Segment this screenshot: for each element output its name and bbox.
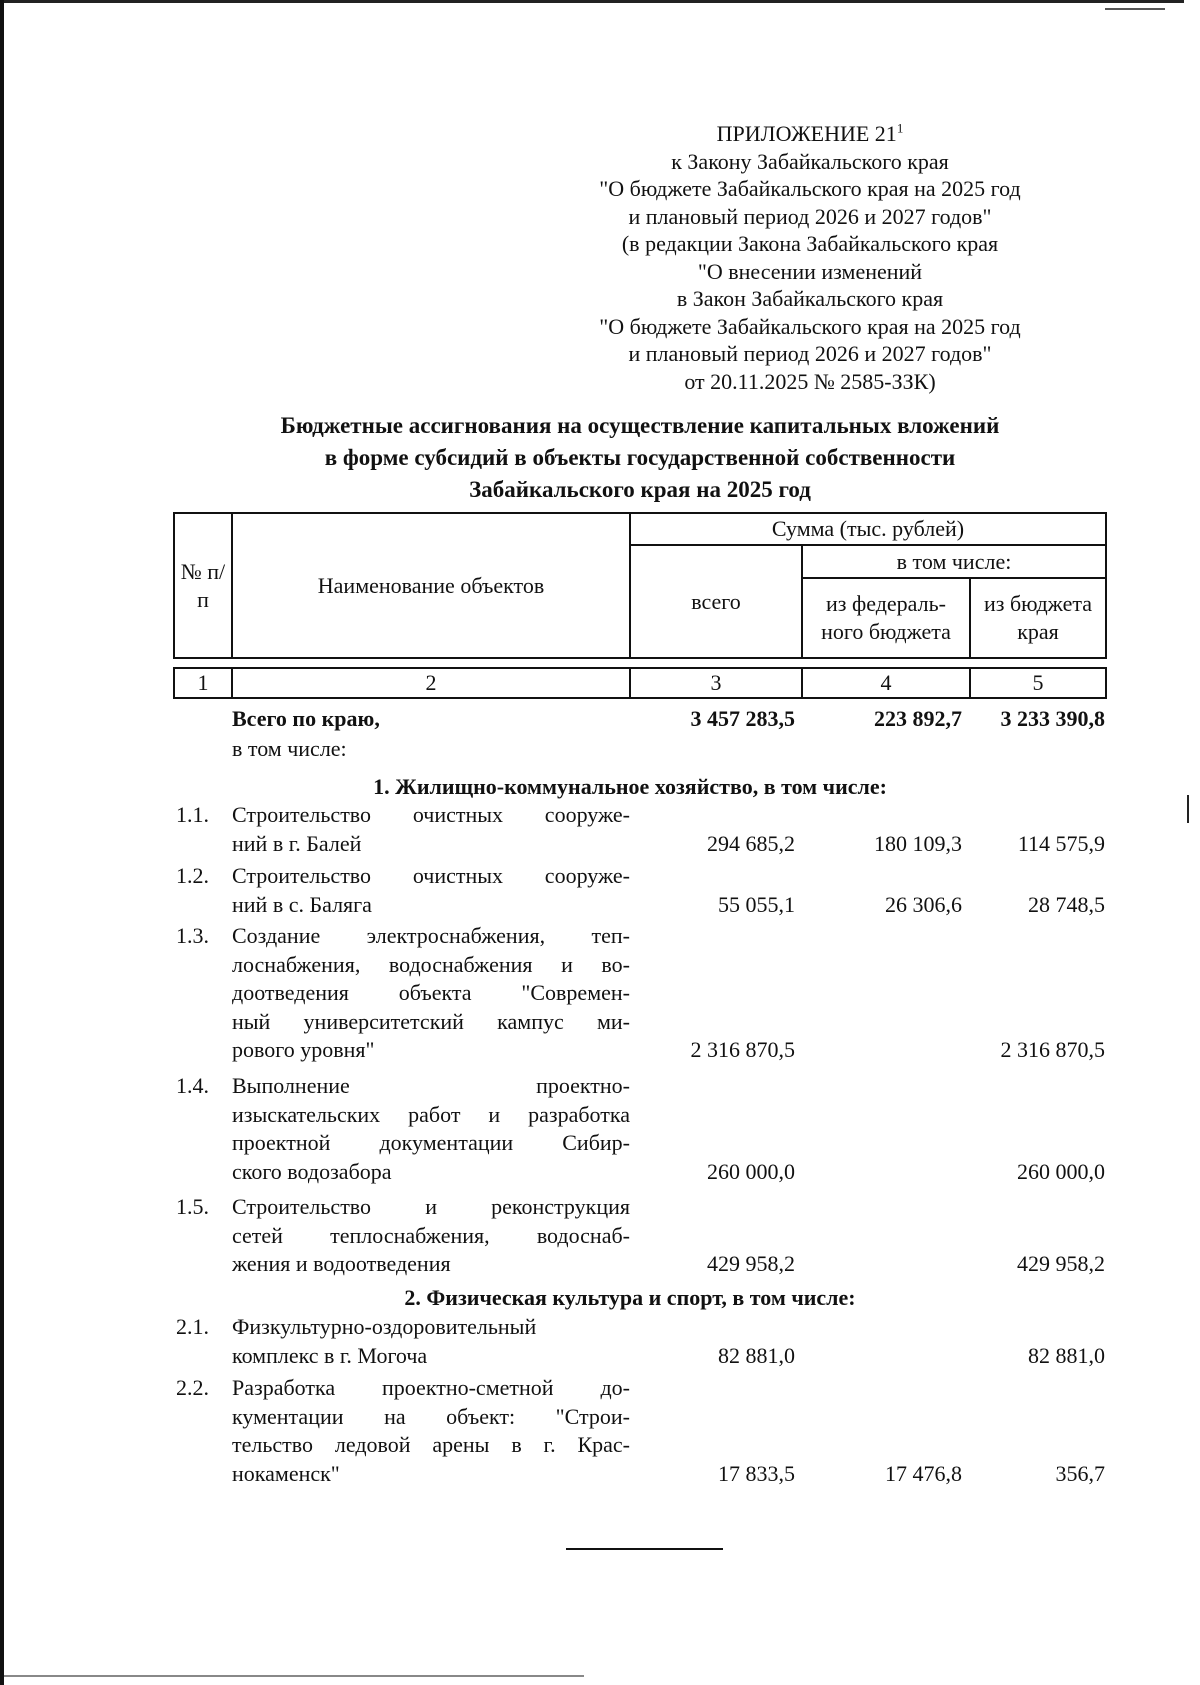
scan-edge-left	[0, 0, 4, 1685]
title-line: Бюджетные ассигнования на осуществление капитальных вложений	[280, 413, 1000, 438]
col-number: 4	[802, 668, 970, 698]
header-including: в том числе:	[802, 545, 1106, 578]
row-total: 2 316 870,5	[690, 1037, 795, 1062]
row-federal: 180 109,3	[874, 830, 962, 856]
row-name	[232, 1193, 630, 1279]
row-regional: 2 316 870,5	[1000, 1037, 1105, 1062]
row-name-line: кументации на объект: "Строи-	[232, 1403, 630, 1429]
row-name-line: ный университетский кампус ми-	[232, 1008, 630, 1034]
row-name-line: Строительство очистных сооруже-	[232, 802, 630, 827]
col-number: 3	[630, 668, 802, 698]
scan-mark-right	[1187, 795, 1189, 823]
total-sub: в том числе:	[232, 736, 347, 761]
row-name-line: Строительство очистных сооруже-	[232, 863, 630, 888]
row-num: 2.1.	[176, 1314, 209, 1339]
row-name	[232, 1072, 630, 1186]
header-line: и плановый период 2026 и 2027 годов"	[628, 203, 992, 229]
total-sum: 3 457 283,5	[690, 706, 795, 731]
row-total: 17 833,5	[718, 1460, 795, 1486]
row-name-line: доотведения объекта "Современ-	[232, 980, 630, 1005]
row-total: 82 881,0	[718, 1342, 795, 1368]
row-name-line: проектной документации Сибир-	[232, 1130, 630, 1155]
row-total: 429 958,2	[707, 1251, 795, 1276]
appendix-header	[560, 120, 1060, 395]
scan-mark-top	[1105, 8, 1165, 10]
col-number: 1	[174, 668, 232, 698]
header-name: Наименование объектов	[232, 513, 630, 658]
document-title	[200, 410, 1080, 506]
header-line: "О внесении изменений	[697, 258, 923, 284]
column-numbers-row	[173, 667, 1107, 699]
header-line: "О бюджете Забайкальского края на 2025 год	[599, 313, 1021, 339]
row-regional: 356,7	[1055, 1460, 1105, 1486]
header-line: от 20.11.2025 № 2585-ЗЗК)	[684, 368, 936, 394]
row-name	[232, 1374, 630, 1488]
row-num: 1.3.	[176, 923, 209, 948]
row-name-line: тельство ледовой арены в г. Крас-	[232, 1432, 630, 1457]
section-title: 2. Физическая культура и спорт, в том числе:	[404, 1285, 856, 1310]
header-line: (в редакции Закона Забайкальского края	[621, 231, 999, 256]
row-regional: 28 748,5	[1028, 891, 1105, 917]
header-regional: из бюджета края	[970, 578, 1106, 658]
appendix-title: ПРИЛОЖЕНИЕ $21^1$	[716, 120, 904, 146]
row-name-line: жения и водоотведения	[232, 1251, 451, 1276]
row-num: 1.2.	[176, 863, 209, 888]
row-regional: 260 000,0	[1017, 1158, 1105, 1184]
row-regional: 114 575,9	[1017, 830, 1105, 856]
total-regional: 3 233 390,8	[1000, 706, 1105, 731]
col-number: 5	[970, 668, 1106, 698]
col-number: 2	[232, 668, 630, 698]
row-name-line: нокаменск"	[232, 1460, 340, 1486]
header-total: всего	[630, 545, 802, 658]
row-name-line: ского водозабора	[232, 1158, 392, 1184]
header-line: в Закон Забайкальского края	[676, 286, 944, 311]
row-total: 294 685,2	[707, 830, 795, 856]
row-name-line: Физкультурно-оздоровительный	[232, 1314, 537, 1339]
total-federal: 223 892,7	[874, 706, 962, 731]
row-num: 1.5.	[176, 1194, 209, 1219]
row-name-line: Создание электроснабжения, теп-	[232, 923, 630, 948]
row-name-line: рового уровня"	[232, 1037, 375, 1062]
row-name-line: Разработка проектно-сметной до-	[232, 1375, 630, 1400]
header-line: и плановый период 2026 и 2027 годов"	[628, 341, 992, 366]
row-name-line: Строительство и реконструкция	[232, 1194, 630, 1219]
title-line: в форме субсидий в объекты государственной собственности	[324, 445, 956, 470]
row-name-line: ний в г. Балей	[232, 830, 362, 856]
row-num: 2.2.	[176, 1375, 209, 1400]
row-total: 55 055,1	[718, 891, 795, 917]
row-name	[232, 862, 630, 919]
header-num: № п/п	[174, 513, 232, 658]
row-name	[232, 922, 630, 1065]
row-name-line: сетей теплоснабжения, водоснаб-	[232, 1222, 630, 1248]
row-name-line: Выполнение проектно-	[232, 1073, 630, 1098]
row-name-line: изыскательских работ и разработка	[232, 1101, 630, 1127]
row-name-line: комплекс в г. Могоча	[232, 1342, 428, 1368]
row-name-line: лоснабжения, водоснабжения и во-	[232, 951, 630, 977]
title-line: Забайкальского края на 2025 год	[469, 477, 811, 502]
total-label: Всего по краю,	[232, 706, 380, 731]
row-total: 260 000,0	[707, 1158, 795, 1184]
row-regional: 429 958,2	[1017, 1251, 1105, 1276]
row-name	[232, 801, 630, 858]
scan-edge-bottom	[4, 1675, 584, 1677]
row-num: 1.1.	[176, 802, 209, 827]
header-line: "О бюджете Забайкальского края на 2025 год	[599, 176, 1021, 201]
header-federal: из федераль-ного бюджета	[802, 578, 970, 658]
section-title: 1. Жилищно-коммунальное хозяйство, в том числе:	[373, 774, 887, 799]
footer-rule	[566, 1548, 723, 1550]
scan-edge-top	[4, 0, 1184, 3]
row-name-line: ний в с. Баляга	[232, 891, 372, 917]
row-regional: 82 881,0	[1028, 1342, 1105, 1368]
row-num: 1.4.	[176, 1073, 209, 1098]
table-header	[173, 512, 1107, 659]
header-line: к Закону Забайкальского края	[671, 148, 949, 174]
row-federal: 26 306,6	[885, 891, 962, 917]
row-name	[232, 1313, 630, 1370]
row-federal: 17 476,8	[885, 1460, 962, 1486]
header-sum: Сумма (тыс. рублей)	[630, 513, 1106, 545]
